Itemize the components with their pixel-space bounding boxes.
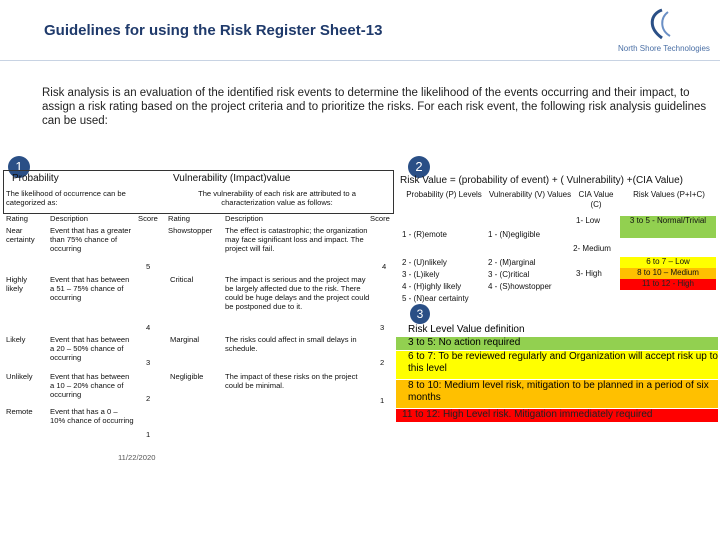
- risk-value-panel: [396, 168, 718, 420]
- prob-level: 3 - (L)ikely: [402, 270, 440, 279]
- cia-value: 3- High: [576, 269, 602, 278]
- marker-three: 3: [410, 304, 430, 324]
- prob-rating: Likely: [6, 335, 26, 344]
- vulnerability-desc: The vulnerability of each risk are attributed to a characterization value as follows:: [198, 189, 356, 207]
- vuln-score: 4: [382, 262, 387, 271]
- risk-value-low: 6 to 7 – Low: [620, 257, 716, 268]
- header-divider: [0, 60, 720, 61]
- prob-description: Event that has between a 51 – 75% chance of occurring: [50, 275, 130, 302]
- col-risk-values: Risk Values (P+I+C): [633, 190, 705, 199]
- prob-col-description: Description: [50, 214, 88, 223]
- vulnerability-heading: Vulnerability (Impact)value: [173, 173, 291, 184]
- marker-two: 2: [408, 156, 430, 178]
- col-probability: Probability (P) Levels: [406, 190, 482, 199]
- vuln-score: 3: [380, 323, 385, 332]
- prob-score: 1: [146, 430, 151, 439]
- vuln-value: 3 - (C)ritical: [488, 270, 530, 279]
- marker-one: 1: [8, 156, 30, 178]
- vuln-col-description: Description: [225, 214, 263, 223]
- level-def-row: 11 to 12: High Level risk. Mitigation immediately required: [396, 409, 718, 422]
- cia-value: 1- Low: [576, 216, 601, 225]
- cia-value: 2- Medium: [573, 244, 611, 253]
- level-def-row: 3 to 5: No action required: [396, 337, 718, 350]
- logo-text: North Shore Technologies: [618, 44, 710, 53]
- prob-description: Event that has a 0 – 10% chance of occurring: [50, 407, 134, 425]
- prob-description: Event that has a greater than 75% chance of occurring: [50, 226, 132, 253]
- vuln-description: The impact of these risks on the project could be minimal.: [225, 372, 358, 390]
- prob-description: Event that has between a 10 – 20% chance of occurring: [50, 372, 130, 399]
- vuln-description: The risks could affect in small delays in schedule.: [225, 335, 357, 353]
- col-vulnerability: Vulnerability (V) Values: [488, 190, 572, 199]
- risk-value-normal: 3 to 5 - Normal/Trivial: [620, 216, 716, 238]
- page-title: Guidelines for using the Risk Register Sheet-13: [44, 22, 383, 39]
- vuln-value: 4 - (S)howstopper: [488, 282, 552, 291]
- prob-rating: Unlikely: [6, 372, 33, 381]
- prob-level: 5 - (N)ear certainty: [402, 294, 469, 303]
- vuln-score: 1: [380, 396, 385, 405]
- vuln-score: 2: [380, 358, 385, 367]
- footer-date: 11/22/2020: [118, 453, 156, 462]
- risk-value-heading: Risk Value = (probability of event) + ( Vulnerability) +(CIA Value): [400, 175, 683, 186]
- prob-score: 3: [146, 358, 151, 367]
- col-cia: CIA Value (C): [578, 190, 614, 209]
- intro-paragraph: Risk analysis is an evaluation of the identified risk events to determine the likelihood of the events occurring and their impact, to assign a risk rating based on the project criteria and to prioritize the risks. For each risk event, the following risk analysis guidelines can be used:: [42, 87, 707, 127]
- prob-col-rating: Rating: [6, 214, 28, 223]
- prob-score: 5: [146, 262, 151, 271]
- logo-swoosh-icon: [610, 8, 715, 44]
- vuln-col-score: Score: [370, 214, 390, 223]
- vuln-rating: Negligible: [170, 372, 204, 381]
- prob-level: 2 - (U)nlikely: [402, 258, 447, 267]
- vuln-description: The impact is serious and the project may be largely affected due to the risk. There could be huge delays and the project could be postponed due to it.: [225, 275, 370, 311]
- prob-description: Event that has between a 20 – 50% chance of occurring: [50, 335, 130, 362]
- prob-rating: Remote: [6, 407, 33, 416]
- probability-heading: Probability: [12, 173, 59, 184]
- level-def-row: 6 to 7: To be reviewed regularly and Organization will accept risk up to this level: [396, 351, 718, 379]
- prob-rating: Near certainty: [6, 226, 35, 244]
- vuln-rating: Critical: [170, 275, 194, 284]
- level-def-heading: Risk Level Value definition: [408, 324, 525, 335]
- vuln-value: 2 - (M)arginal: [488, 258, 536, 267]
- prob-level: 4 - (H)ighly likely: [402, 282, 462, 291]
- vuln-description: The effect is catastrophic; the organization may face significant loss and impact. The project will fail.: [225, 226, 368, 253]
- prob-col-score: Score: [138, 214, 158, 223]
- company-logo: [610, 8, 715, 58]
- prob-score: 4: [146, 323, 151, 332]
- vuln-rating: Marginal: [170, 335, 200, 344]
- prob-rating: Highly likely: [6, 275, 28, 293]
- vuln-value: 1 - (N)egligible: [488, 230, 541, 239]
- vuln-col-rating: Rating: [168, 214, 190, 223]
- probability-desc: The likelihood of occurrence can be categorized as:: [6, 189, 126, 207]
- risk-value-high: 11 to 12 - High: [620, 279, 716, 290]
- vuln-rating: Showstopper: [168, 226, 213, 235]
- risk-value-medium: 8 to 10 – Medium: [620, 268, 716, 279]
- prob-score: 2: [146, 394, 151, 403]
- prob-level: 1 - (R)emote: [402, 230, 447, 239]
- level-def-row: 8 to 10: Medium level risk, mitigation to be planned in a period of six months: [396, 380, 718, 408]
